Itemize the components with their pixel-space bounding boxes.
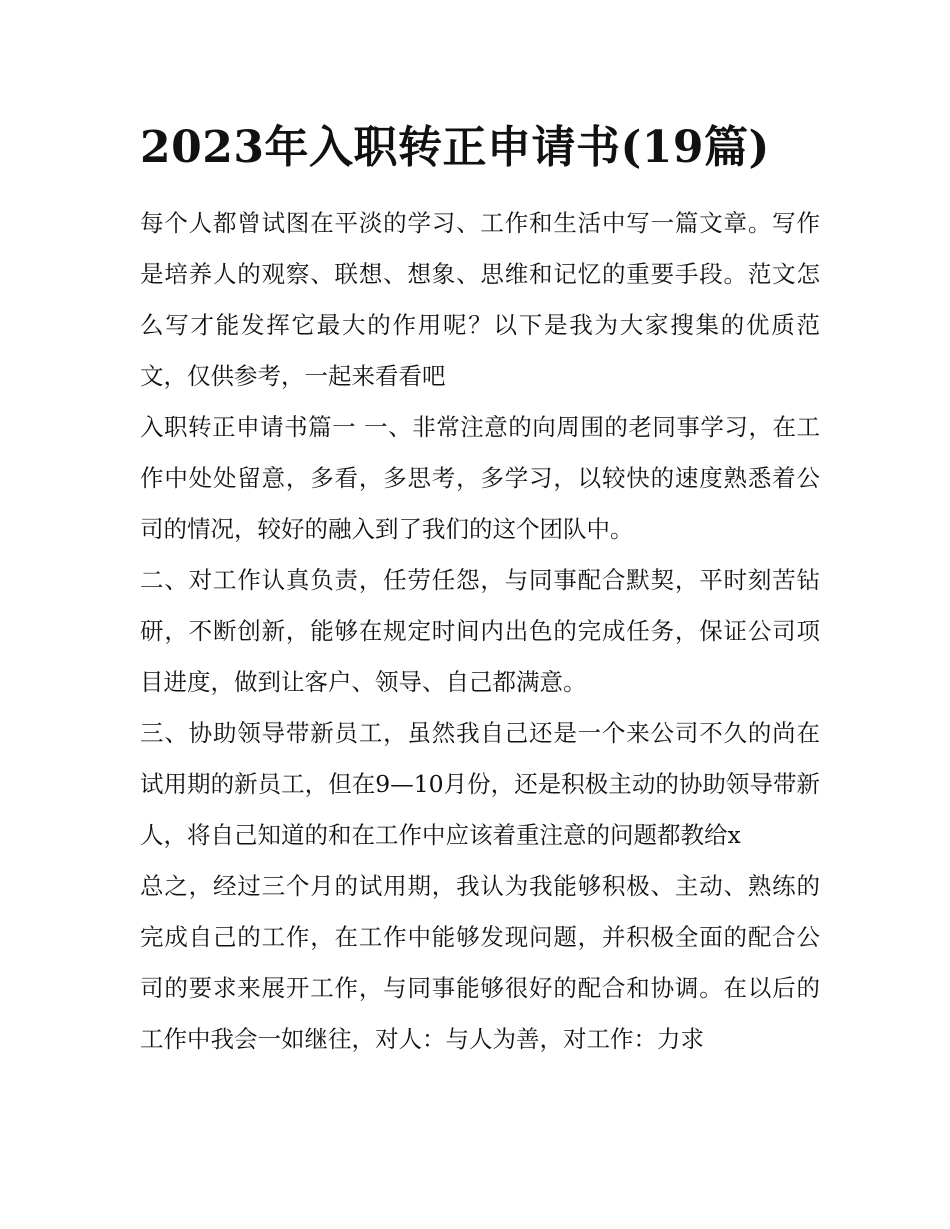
paragraph-intro: 每个人都曾试图在平淡的学习、工作和生活中写一篇文章。写作是培养人的观察、联想、想象、思维和记忆的重要手段。范文怎么写才能发挥它最大的作用呢？以下是我为大家搜集的优质范文，仅供参考，一起来看看吧 [140, 209, 820, 390]
paragraph-2: 二、对工作认真负责，任劳任怨，与同事配合默契，平时刻苦钻研，不断创新，能够在规定时间内出色的完成任务，保证公司项目进度，做到让客户、领导、自己都满意。 [140, 566, 820, 696]
paragraph-1: 入职转正申请书篇一 一、非常注意的向周围的老同事学习，在工作中处处留意，多看，多思考，多学习，以较快的速度熟悉着公司的情况，较好的融入到了我们的这个团队中。 [140, 413, 820, 543]
document-body [140, 198, 820, 1065]
document-title: 2023年入职转正申请书(19篇) [140, 122, 770, 173]
paragraph-3: 三、协助领导带新员工，虽然我自己还是一个来公司不久的尚在试用期的新员工，但在9—10月份，还是积极主动的协助领导带新人，将自己知道的和在工作中应该着重注意的问题都教给x [140, 719, 820, 849]
paragraph-summary: 总之，经过三个月的试用期，我认为我能够积极、主动、熟练的完成自己的工作，在工作中能够发现问题，并积极全面的配合公司的要求来展开工作，与同事能够很好的配合和协调。在以后的工作中我会一如继往，对人：与人为善，对工作：力求 [140, 872, 820, 1053]
